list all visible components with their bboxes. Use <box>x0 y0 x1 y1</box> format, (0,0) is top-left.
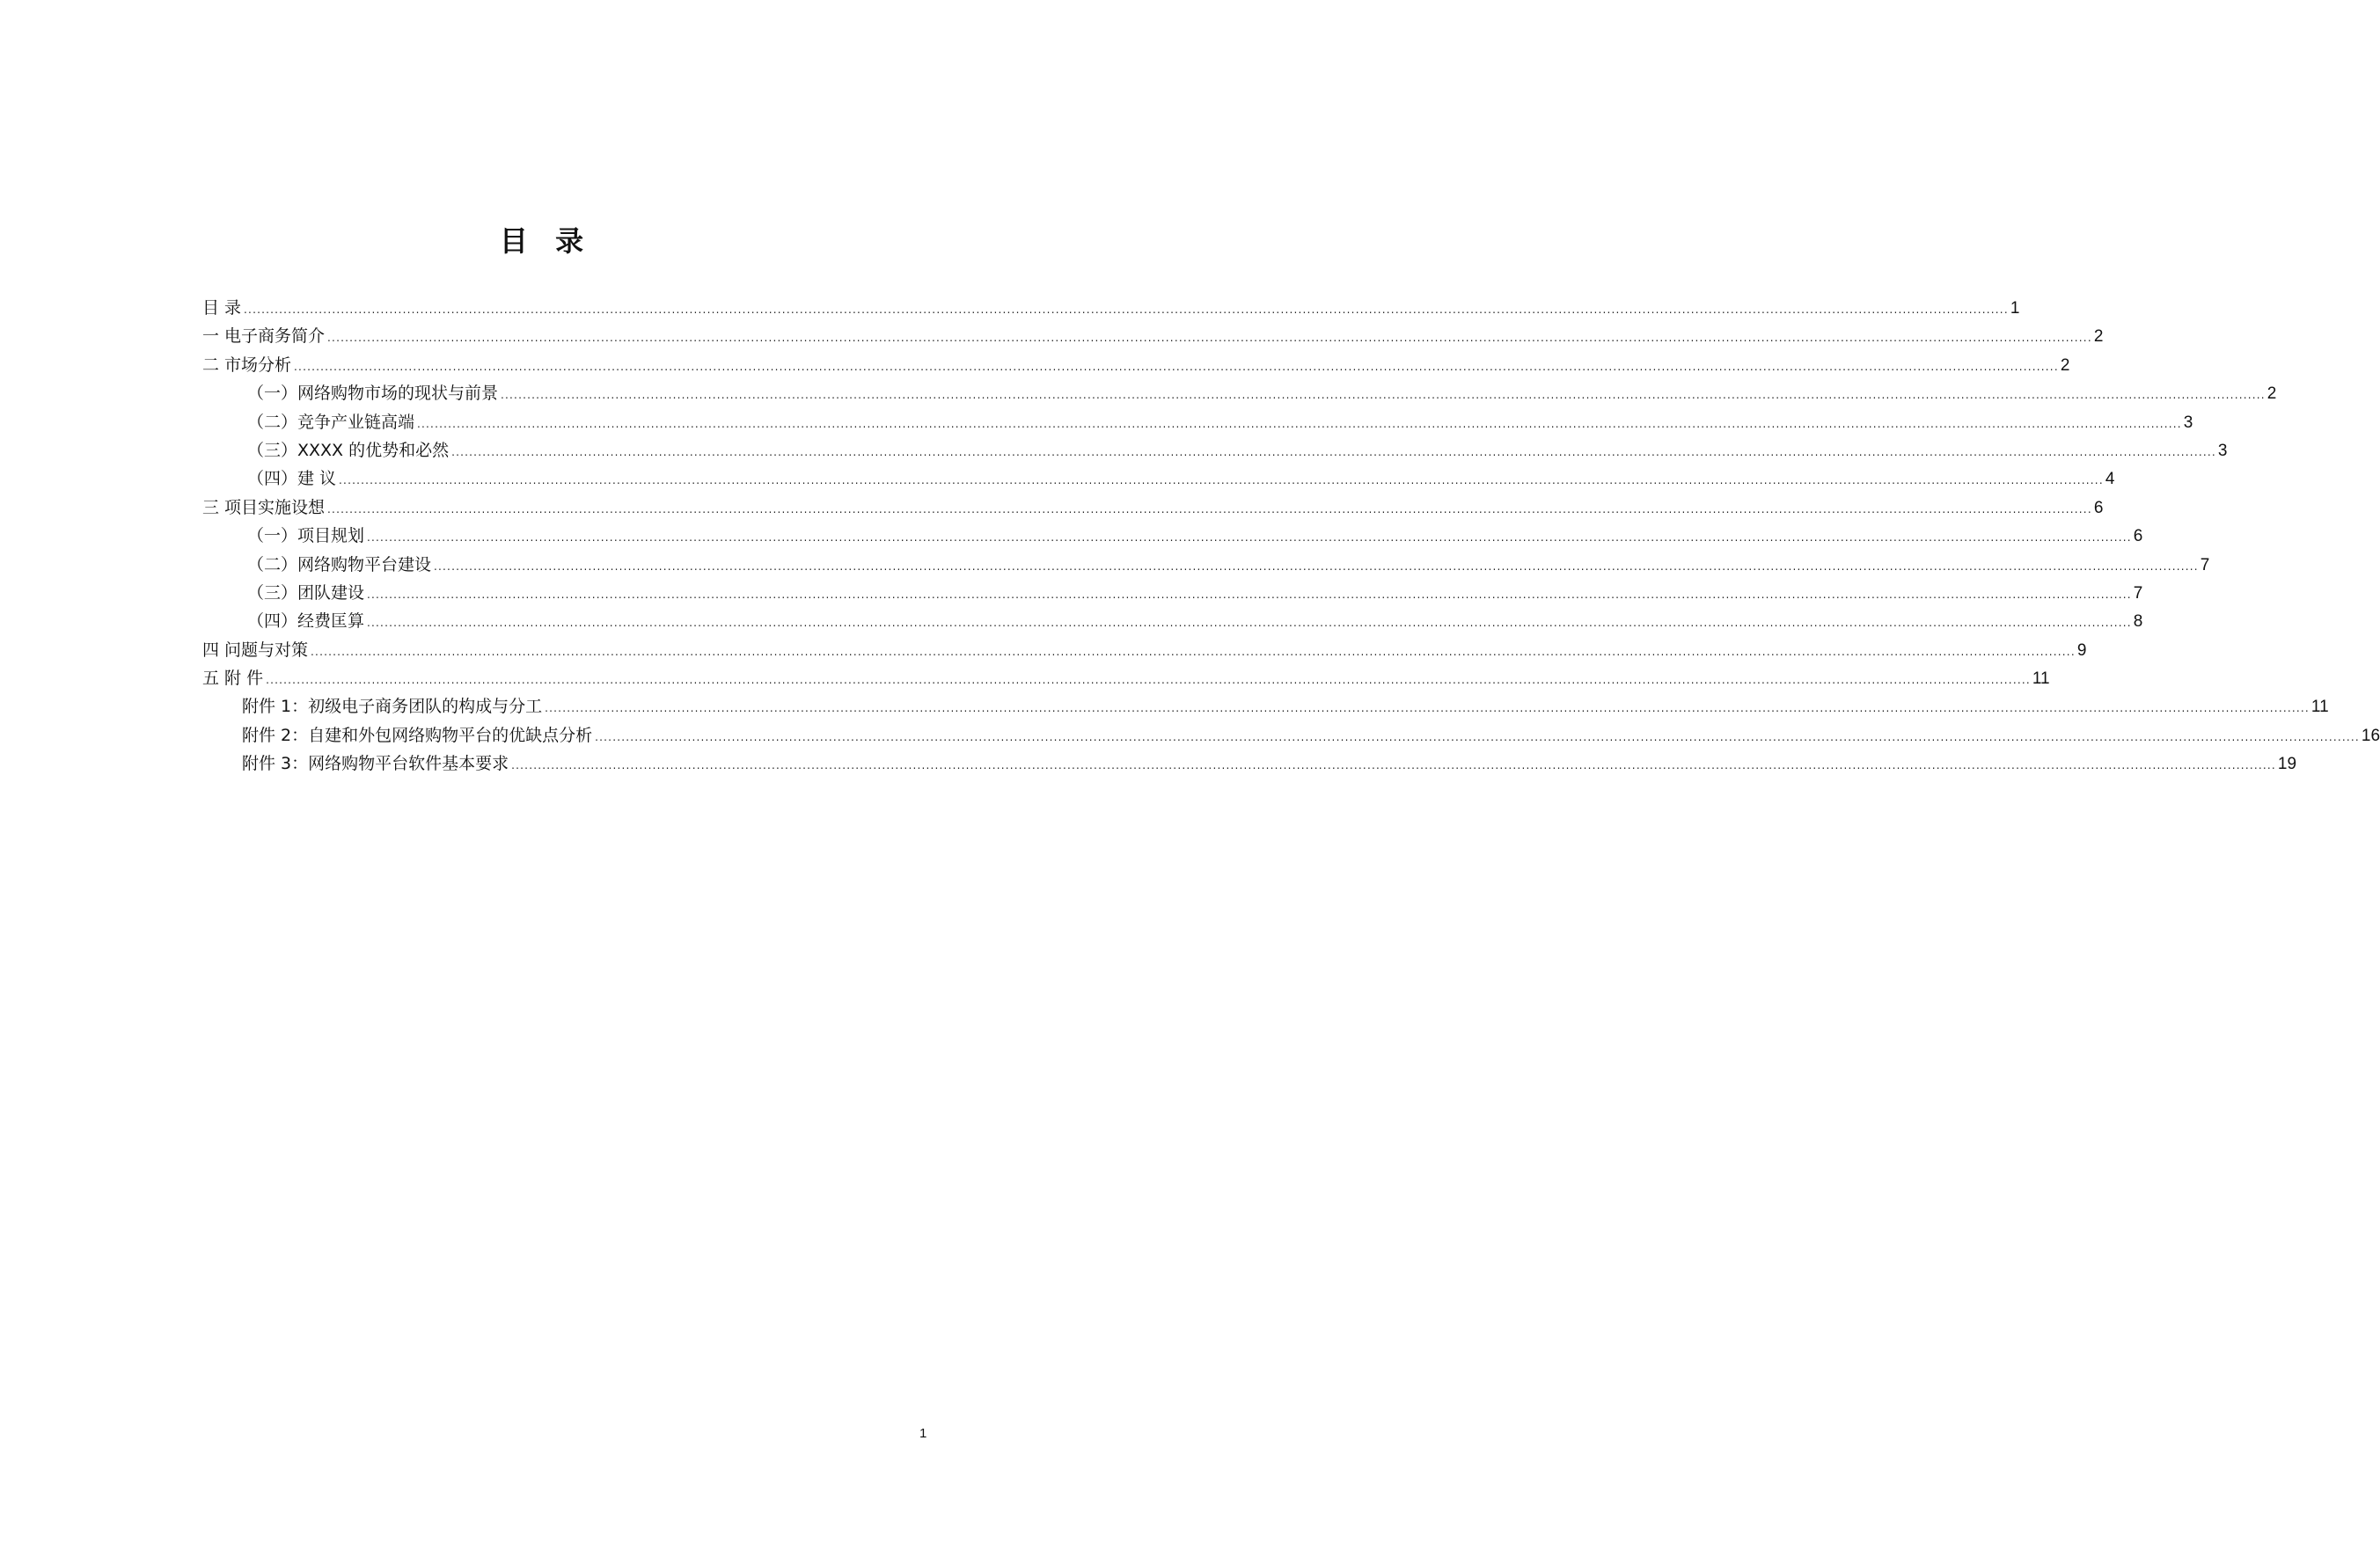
toc-entry[interactable] <box>202 322 2104 350</box>
toc-entry-label: （四）建 议 <box>247 469 337 489</box>
toc-dot-leader: ................................................................................................................................................................................................................................................................................................................................................................................................................ <box>367 531 2132 545</box>
toc-entry-page-number: 11 <box>2032 669 2050 689</box>
toc-entry-label: 目 录 <box>202 298 242 318</box>
toc-dot-leader: ................................................................................................................................................................................................................................................................................................................................................................................................................ <box>367 617 2132 630</box>
toc-entry-label: 附件 3：网络购物平台软件基本要求 <box>242 754 509 774</box>
page-number: 1 <box>919 1426 927 1441</box>
page-title: 目 录 <box>499 224 593 258</box>
toc-dot-leader: ................................................................................................................................................................................................................................................................................................................................................................................................................ <box>339 474 2104 487</box>
toc-entry-label: （一）网络购物市场的现状与前景 <box>247 384 499 404</box>
toc-dot-leader: ................................................................................................................................................................................................................................................................................................................................................................................................................ <box>434 559 2199 573</box>
toc-entry-page-number: 2 <box>2060 355 2070 375</box>
toc-dot-leader: ................................................................................................................................................................................................................................................................................................................................................................................................................ <box>501 389 2266 402</box>
toc-entry-label: （四）经费匡算 <box>247 611 365 632</box>
toc-entry[interactable] <box>242 721 2380 750</box>
toc-entry-label: 附件 1：初级电子商务团队的构成与分工 <box>242 697 543 717</box>
toc-entry[interactable] <box>247 408 2193 436</box>
toc-entry[interactable] <box>247 436 2228 464</box>
table-of-contents <box>0 294 2380 779</box>
toc-dot-leader: ................................................................................................................................................................................................................................................................................................................................................................................................................ <box>451 445 2216 458</box>
toc-entry-page-number: 3 <box>2217 441 2228 460</box>
toc-entry[interactable] <box>242 750 2297 778</box>
toc-entry-page-number: 8 <box>2133 612 2143 632</box>
toc-entry-page-number: 1 <box>2010 299 2020 318</box>
toc-entry-label: （一）项目规划 <box>247 526 365 546</box>
toc-entry[interactable] <box>247 607 2143 635</box>
toc-entry-label: （三）XXXX 的优势和必然 <box>247 440 450 460</box>
toc-dot-leader: ................................................................................................................................................................................................................................................................................................................................................................................................................ <box>294 360 2059 373</box>
toc-dot-leader: ................................................................................................................................................................................................................................................................................................................................................................................................................ <box>311 645 2076 658</box>
toc-entry-page-number: 7 <box>2133 583 2143 603</box>
toc-entry[interactable] <box>247 464 2115 493</box>
toc-entry-label: （二）网络购物平台建设 <box>247 554 432 574</box>
toc-entry[interactable] <box>202 351 2070 379</box>
toc-dot-leader: ................................................................................................................................................................................................................................................................................................................................................................................................................ <box>367 588 2132 601</box>
toc-entry-label: （三）团队建设 <box>247 582 365 603</box>
toc-entry-page-number: 4 <box>2105 470 2115 489</box>
toc-entry-page-number: 3 <box>2183 413 2193 432</box>
toc-dot-leader: ................................................................................................................................................................................................................................................................................................................................................................................................................ <box>327 332 2092 345</box>
toc-dot-leader: ................................................................................................................................................................................................................................................................................................................................................................................................................ <box>327 502 2092 516</box>
toc-entry[interactable] <box>242 692 2329 720</box>
toc-entry[interactable] <box>247 379 2277 407</box>
toc-dot-leader: ................................................................................................................................................................................................................................................................................................................................................................................................................ <box>511 759 2276 772</box>
toc-dot-leader: ................................................................................................................................................................................................................................................................................................................................................................................................................ <box>266 674 2031 687</box>
toc-entry-page-number: 9 <box>2076 640 2087 660</box>
toc-entry-label: 四 问题与对策 <box>202 640 309 660</box>
toc-entry[interactable] <box>247 579 2143 607</box>
toc-entry-page-number: 6 <box>2133 527 2143 546</box>
toc-entry-page-number: 7 <box>2200 555 2210 574</box>
toc-entry-page-number: 11 <box>2310 698 2329 717</box>
toc-entry-label: （二）竞争产业链高端 <box>247 412 415 432</box>
toc-dot-leader: ................................................................................................................................................................................................................................................................................................................................................................................................................ <box>595 730 2360 743</box>
toc-entry[interactable] <box>247 551 2210 579</box>
toc-entry[interactable] <box>247 522 2143 550</box>
toc-dot-leader: ................................................................................................................................................................................................................................................................................................................................................................................................................ <box>545 702 2310 715</box>
toc-entry-page-number: 19 <box>2277 755 2297 774</box>
toc-entry-label: 二 市场分析 <box>202 355 292 375</box>
toc-dot-leader: ................................................................................................................................................................................................................................................................................................................................................................................................................ <box>417 417 2182 430</box>
toc-entry[interactable] <box>202 494 2104 522</box>
toc-entry[interactable] <box>202 636 2087 664</box>
toc-entry[interactable] <box>202 664 2050 692</box>
toc-entry-page-number: 16 <box>2361 726 2380 745</box>
toc-entry-label: 一 电子商务简介 <box>202 326 326 347</box>
toc-entry-label: 附件 2：自建和外包网络购物平台的优缺点分析 <box>242 725 593 745</box>
toc-entry[interactable] <box>202 294 2020 322</box>
toc-entry-page-number: 6 <box>2093 498 2104 517</box>
toc-entry-label: 三 项目实施设想 <box>202 497 326 517</box>
toc-entry-label: 五 附 件 <box>202 669 264 689</box>
toc-dot-leader: ................................................................................................................................................................................................................................................................................................................................................................................................................ <box>244 303 2009 316</box>
toc-entry-page-number: 2 <box>2266 384 2277 404</box>
toc-entry-page-number: 2 <box>2093 327 2104 347</box>
